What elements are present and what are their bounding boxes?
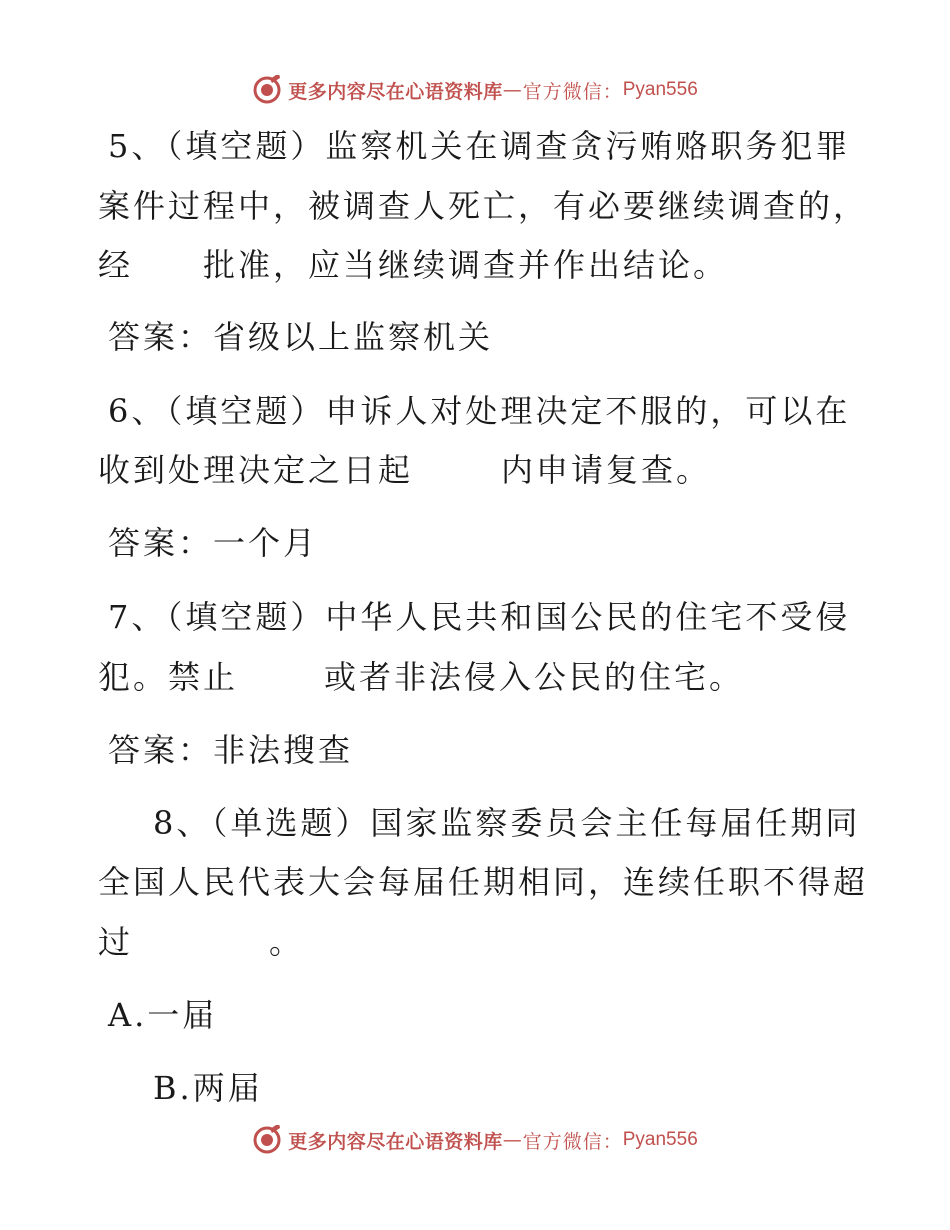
q8-text-3b: 。 (269, 923, 305, 961)
q5-type: （填空题） (166, 127, 326, 165)
q6-text-2b: 内申请复查。 (501, 451, 712, 489)
q5-text-3a: 经 (98, 246, 134, 284)
q5-line-3 (98, 245, 728, 285)
q8-text-3a: 过 (98, 923, 134, 961)
q5-answer (108, 317, 493, 357)
q5-answer-value: 省级以上监察机关 (213, 318, 494, 356)
q6-text-2a: 收到处理决定之日起 (98, 451, 414, 489)
q7-answer-label: 答案： (108, 731, 214, 769)
q8-number: 8、 (153, 804, 212, 842)
q7-text-1: 中华人民共和国公民的住宅不受侵 (325, 598, 851, 636)
q5-answer-label: 答案： (108, 318, 214, 356)
watermark-wechat-label: 官方微信： (522, 80, 623, 103)
q6-type: （填空题） (166, 392, 326, 430)
q8-line-2: 全国人民代表大会每届任期相同，连续任职不得超 (98, 863, 869, 901)
watermark-wechat-id: Pyan556 (622, 79, 698, 100)
q7-text-2b: 或者非法侵入公民的住宅。 (324, 658, 745, 696)
stamp-logo-icon (252, 1125, 282, 1155)
q7-number: 7、 (108, 598, 167, 636)
watermark-main-text: 更多内容尽在心语资料库 (288, 1130, 503, 1153)
q6-line-1 (108, 391, 850, 431)
q5-line-1 (108, 126, 850, 166)
q6-text-1: 申诉人对处理决定不服的，可以在 (325, 392, 851, 430)
q7-answer (108, 730, 353, 770)
watermark-banner-bottom (0, 1120, 950, 1160)
watermark-dash: — (502, 79, 523, 101)
q5-number: 5、 (108, 127, 167, 165)
q6-answer (108, 523, 318, 563)
q8-option-b: B.两届 (153, 1069, 263, 1107)
q5-text-3b: 批准，应当继续调查并作出结论。 (203, 246, 729, 284)
q5-text-1: 监察机关在调查贪污贿赂职务犯罪 (325, 127, 851, 165)
watermark-dash: — (502, 1129, 523, 1151)
q8-line-3 (98, 922, 304, 962)
stamp-logo-icon (252, 75, 282, 105)
q6-answer-label: 答案： (108, 524, 214, 562)
watermark-banner-top (0, 70, 950, 110)
q8-option-a: A.一届 (108, 996, 218, 1034)
q7-answer-value: 非法搜查 (213, 731, 354, 769)
q5-line-2: 案件过程中，被调查人死亡，有必要继续调查的， (98, 187, 869, 225)
q8-text-1: 国家监察委员会主任每届任期同 (370, 804, 861, 842)
watermark-wechat-label: 官方微信： (522, 1130, 623, 1153)
q8-type: （单选题） (211, 804, 371, 842)
q8-line-1 (153, 803, 860, 843)
watermark-main-text: 更多内容尽在心语资料库 (288, 80, 503, 103)
q7-line-1 (108, 597, 850, 637)
q6-number: 6、 (108, 392, 167, 430)
q7-line-2 (98, 657, 744, 697)
q6-answer-value: 一个月 (213, 524, 319, 562)
q7-text-2a: 犯。禁止 (98, 658, 239, 696)
watermark-wechat-id: Pyan556 (622, 1129, 698, 1150)
q6-line-2 (98, 450, 711, 490)
q7-type: （填空题） (166, 598, 326, 636)
